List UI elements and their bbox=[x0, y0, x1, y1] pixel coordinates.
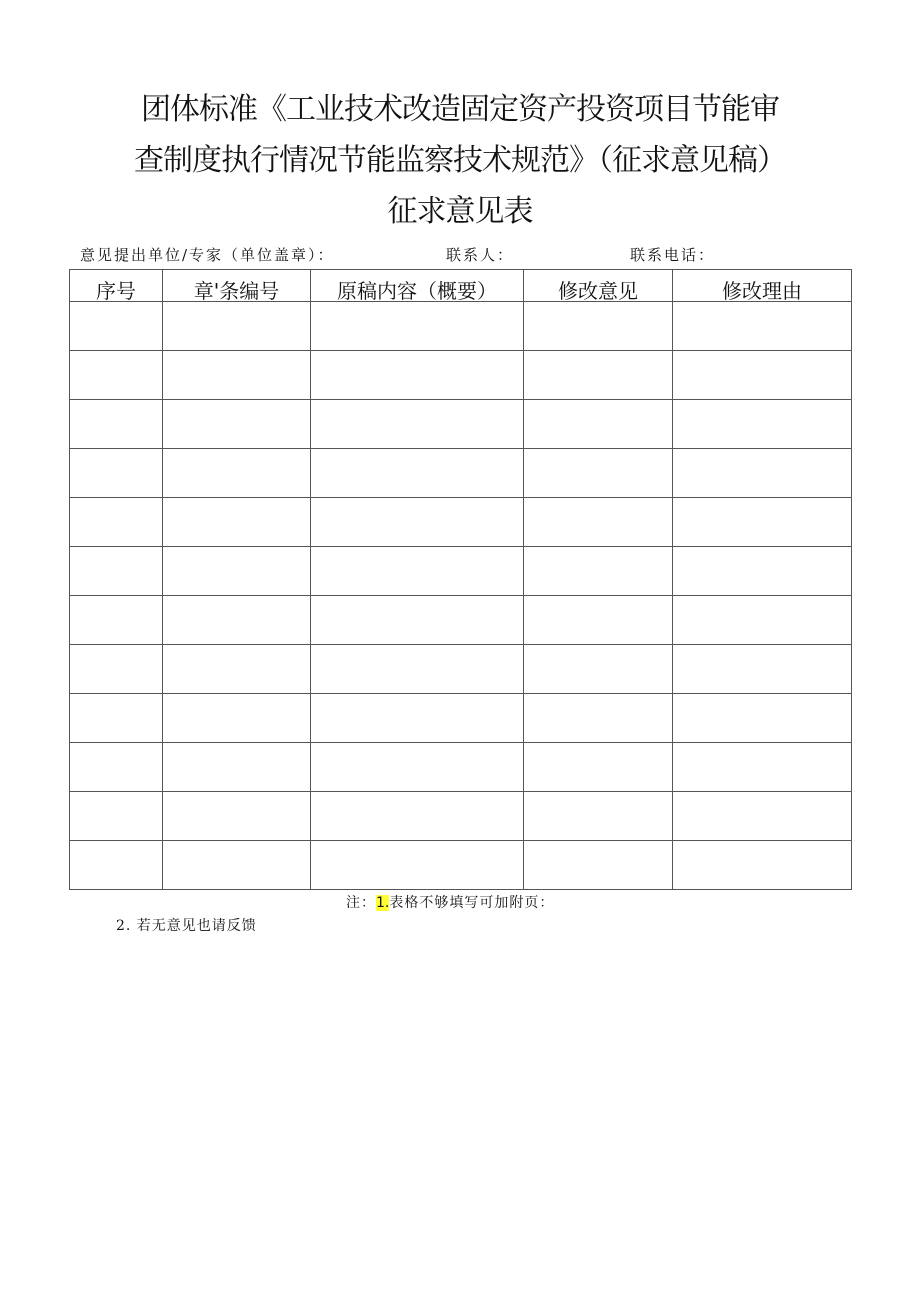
unit-label: 意见提出单位/专家（单位盖章）： bbox=[80, 246, 335, 264]
table-cell[interactable] bbox=[70, 400, 163, 449]
header-revision-opinion: 修改意见 bbox=[524, 270, 673, 302]
note-1-text: 表格不够填写可加附页： bbox=[389, 895, 555, 911]
table-cell[interactable] bbox=[70, 645, 163, 694]
table-cell[interactable] bbox=[524, 841, 673, 890]
table-cell[interactable] bbox=[673, 645, 852, 694]
table-row bbox=[70, 596, 852, 645]
table-cell[interactable] bbox=[311, 743, 524, 792]
table-cell[interactable] bbox=[673, 449, 852, 498]
document-title-line-2: 查制度执行情况节能监察技术规范》（征求意见稿） bbox=[134, 143, 786, 178]
table-cell[interactable] bbox=[163, 351, 311, 400]
table-cell[interactable] bbox=[673, 792, 852, 841]
contact-label: 联系人： bbox=[446, 246, 515, 264]
table-cell[interactable] bbox=[524, 498, 673, 547]
table-cell[interactable] bbox=[70, 596, 163, 645]
table-cell[interactable] bbox=[163, 498, 311, 547]
table-row bbox=[70, 449, 852, 498]
table-cell[interactable] bbox=[70, 694, 163, 743]
table-cell[interactable] bbox=[311, 400, 524, 449]
phone-label: 联系电话： bbox=[630, 246, 716, 264]
table-cell[interactable] bbox=[524, 400, 673, 449]
table-cell[interactable] bbox=[70, 792, 163, 841]
table-cell[interactable] bbox=[673, 841, 852, 890]
table-header-row bbox=[70, 270, 852, 302]
table-cell[interactable] bbox=[163, 302, 311, 351]
table-cell[interactable] bbox=[163, 645, 311, 694]
note-1-number-highlight: 1. bbox=[376, 895, 390, 911]
note-2: 2. 若无意见也请反馈 bbox=[116, 918, 257, 934]
document-title-line-1: 团体标准《工业技术改造固定资产投资项目节能审 bbox=[141, 92, 779, 127]
table-cell[interactable] bbox=[70, 547, 163, 596]
table-cell[interactable] bbox=[70, 498, 163, 547]
table-row bbox=[70, 400, 852, 449]
table-cell[interactable] bbox=[673, 743, 852, 792]
table-cell[interactable] bbox=[70, 302, 163, 351]
table-cell[interactable] bbox=[311, 694, 524, 743]
note-1 bbox=[346, 892, 554, 912]
table-cell[interactable] bbox=[311, 449, 524, 498]
table-cell[interactable] bbox=[311, 792, 524, 841]
header-serial-number: 序号 bbox=[70, 270, 163, 302]
table-cell[interactable] bbox=[70, 449, 163, 498]
table-cell[interactable] bbox=[673, 694, 852, 743]
document-title-line-3: 征求意见表 bbox=[387, 194, 533, 229]
table-cell[interactable] bbox=[524, 449, 673, 498]
table-row bbox=[70, 743, 852, 792]
table-cell[interactable] bbox=[311, 498, 524, 547]
table-cell[interactable] bbox=[524, 351, 673, 400]
table-cell[interactable] bbox=[311, 645, 524, 694]
table-cell[interactable] bbox=[311, 351, 524, 400]
header-clause-number: 章'条编号 bbox=[163, 270, 311, 302]
table-row bbox=[70, 841, 852, 890]
table-cell[interactable] bbox=[311, 302, 524, 351]
table-row bbox=[70, 694, 852, 743]
table-body bbox=[70, 302, 852, 890]
table-cell[interactable] bbox=[673, 351, 852, 400]
table-cell[interactable] bbox=[311, 547, 524, 596]
table-cell[interactable] bbox=[163, 596, 311, 645]
table-cell[interactable] bbox=[163, 694, 311, 743]
table-cell[interactable] bbox=[673, 498, 852, 547]
table-cell[interactable] bbox=[673, 302, 852, 351]
table-cell[interactable] bbox=[524, 694, 673, 743]
feedback-table bbox=[69, 269, 852, 890]
table-cell[interactable] bbox=[70, 841, 163, 890]
table-cell[interactable] bbox=[163, 547, 311, 596]
table-cell[interactable] bbox=[524, 792, 673, 841]
table-row bbox=[70, 302, 852, 351]
table-row bbox=[70, 498, 852, 547]
table-cell[interactable] bbox=[311, 596, 524, 645]
header-original-content: 原稿内容（概要） bbox=[311, 270, 524, 302]
table-cell[interactable] bbox=[524, 302, 673, 351]
table-cell[interactable] bbox=[163, 449, 311, 498]
table-cell[interactable] bbox=[524, 596, 673, 645]
table-cell[interactable] bbox=[70, 743, 163, 792]
table-cell[interactable] bbox=[163, 400, 311, 449]
table-row bbox=[70, 645, 852, 694]
table-cell[interactable] bbox=[311, 841, 524, 890]
table-cell[interactable] bbox=[524, 645, 673, 694]
table-cell[interactable] bbox=[163, 792, 311, 841]
table-row bbox=[70, 792, 852, 841]
table-cell[interactable] bbox=[524, 547, 673, 596]
header-revision-reason: 修改理由 bbox=[673, 270, 852, 302]
table-cell[interactable] bbox=[163, 841, 311, 890]
table-cell[interactable] bbox=[673, 547, 852, 596]
table-cell[interactable] bbox=[70, 351, 163, 400]
table-cell[interactable] bbox=[673, 400, 852, 449]
table-row bbox=[70, 547, 852, 596]
table-cell[interactable] bbox=[163, 743, 311, 792]
note-prefix: 注： bbox=[346, 895, 376, 911]
table-cell[interactable] bbox=[524, 743, 673, 792]
table-row bbox=[70, 351, 852, 400]
table-cell[interactable] bbox=[673, 596, 852, 645]
